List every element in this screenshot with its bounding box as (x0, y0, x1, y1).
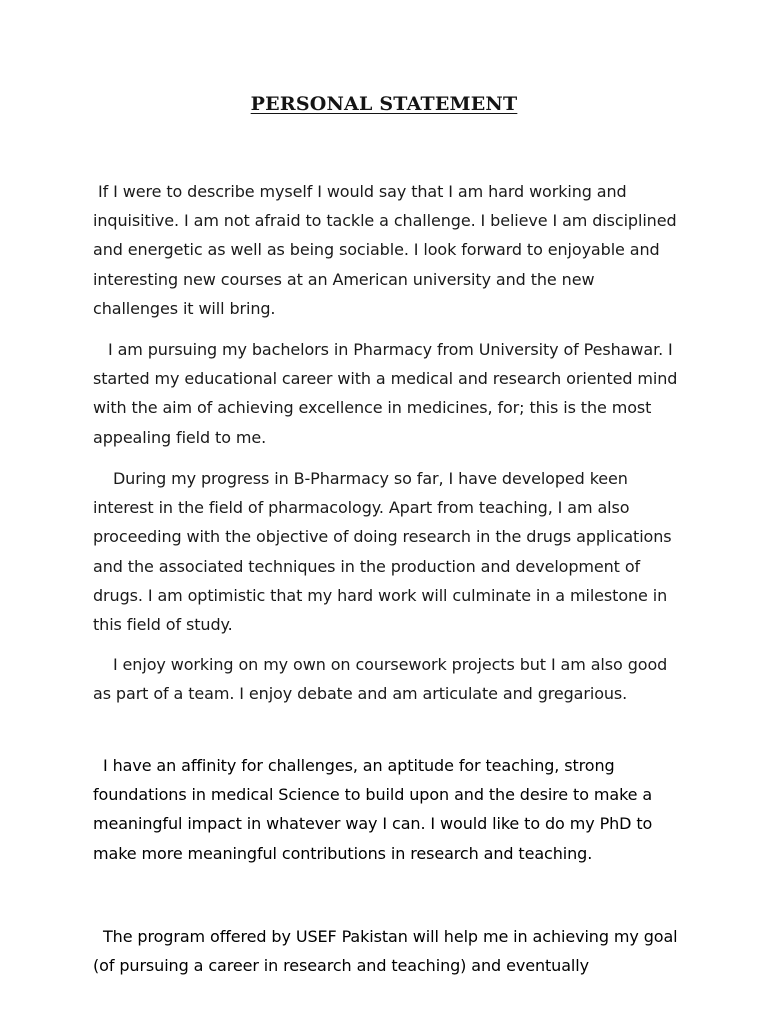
paragraph-self-description: If I were to describe myself I would say that I am hard working and inquisitive. I am not afraid to tackle a challenge. I believe I am disciplined and energetic as well as being sociable. I look forward to enjoyable and interesting new courses at an American university and the new challenges it will bring. (93, 182, 682, 318)
paragraph-pharmacology-interest: During my progress in B-Pharmacy so far, I have developed keen interest in the field of pharmacology. Apart from teaching, I am also proceeding with the objective of doing research in the drugs applications and the associated techniques in the production and development of drugs. I am optimistic that my hard work will culminate in a milestone in this field of study. (93, 469, 677, 635)
paragraph-teamwork: I enjoy working on my own on coursework projects but I am also good as part of a team. I enjoy debate and am articulate and gregarious. (93, 655, 673, 704)
paragraph-education: I am pursuing my bachelors in Pharmacy from University of Peshawar. I started my educational career with a medical and research oriented mind with the aim of achieving excellence in medicines, for; this is the most appealing field to me. (93, 340, 683, 447)
paragraph-program: The program offered by USEF Pakistan will help me in achieving my goal (of pursuing a career in research and teaching) and eventually (93, 927, 683, 976)
paragraph-goals: I have an affinity for challenges, an aptitude for teaching, strong foundations in medical Science to build upon and the desire to make a meaningful impact in whatever way I can. I would like to do my PhD to make more meaningful contributions in research and teaching. (93, 756, 658, 863)
document-title: PERSONAL STATEMENT (250, 93, 518, 115)
